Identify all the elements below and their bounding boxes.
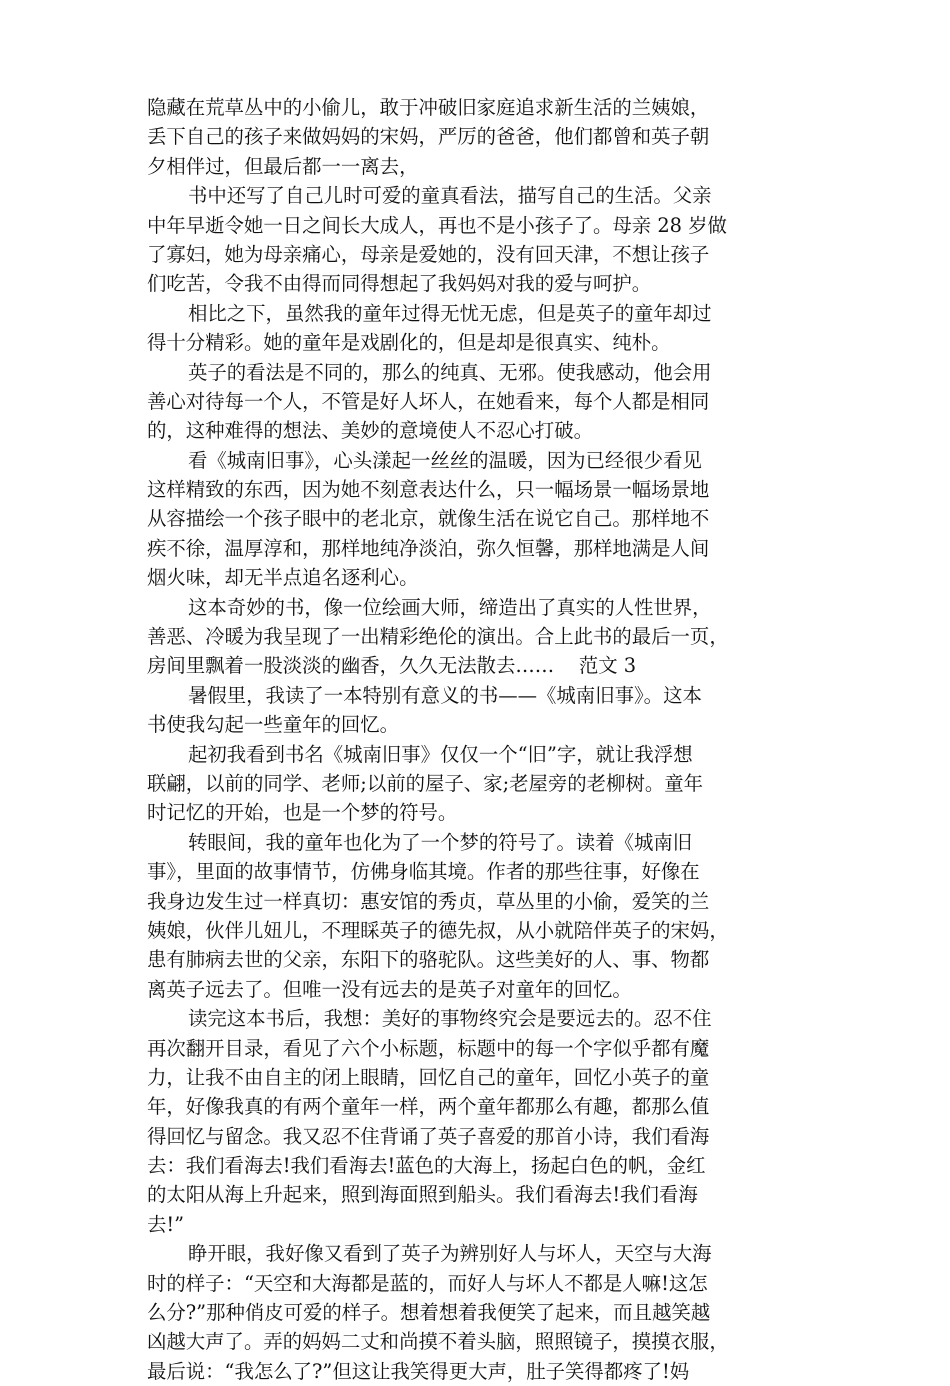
text-line: 年，好像我真的有两个童年一样，两个童年都那么有趣，都那么值 [147, 1095, 710, 1119]
text-line: 去：我们看海去!我们看海去!蓝色的大海上，扬起白色的帆，金红 [147, 1154, 706, 1178]
text-line: 书使我勾起一些童年的回忆。 [147, 713, 400, 737]
text-line: 了寡妇，她为母亲痛心，母亲是爱她的，没有回天津，不想让孩子 [147, 242, 710, 266]
paragraph-first-line: 看《城南旧事》，心头漾起一丝丝的温暖，因为已经很少看见 [188, 448, 702, 472]
text-line: 联翩，以前的同学、老师;以前的屋子、家;老屋旁的老柳树。童年 [147, 771, 704, 795]
paragraph-first-line: 英子的看法是不同的，那么的纯真、无邪。使我感动，他会用 [188, 360, 712, 384]
paragraph-first-line: 睁开眼，我好像又看到了英子为辨别好人与坏人，天空与大海 [188, 1242, 712, 1266]
text-line: 姨娘，伙伴儿妞儿，不理睬英子的德先叔，从小就陪伴英子的宋妈， [147, 918, 729, 942]
paragraph-first-line: 转眼间，我的童年也化为了一个梦的符号了。读着《城南旧 [188, 830, 693, 854]
text-line: 离英子远去了。但唯一没有远去的是英子对童年的回忆。 [147, 977, 632, 1001]
text-line: 这样精致的东西，因为她不刻意表达什么，只一幅场景一幅场景地 [147, 478, 710, 502]
text-line: 丢下自己的孩子来做妈妈的宋妈，严厉的爸爸，他们都曾和英子朝 [147, 125, 710, 149]
text-line: 从容描绘一个孩子眼中的老北京，就像生活在说它自己。那样地不 [147, 507, 710, 531]
text-line: 我身边发生过一样真切：惠安馆的秀贞，草丛里的小偷，爱笑的兰 [147, 889, 710, 913]
paragraph-first-line: 相比之下，虽然我的童年过得无忧无虑，但是英子的童年却过 [188, 301, 712, 325]
text-line: 疾不徐，温厚淳和，那样地纯净淡泊，弥久恒馨，那样地满是人间 [147, 536, 710, 560]
text-line: 夕相伴过，但最后都一一离去， [147, 154, 419, 178]
text-line: 事》，里面的故事情节，仿佛身临其境。作者的那些往事，好像在 [147, 860, 700, 884]
paragraph-first-line: 书中还写了自己儿时可爱的童真看法，描写自己的生活。父亲 [188, 184, 712, 208]
text-line: 中年早逝令她一日之间长大成人，再也不是小孩子了。母亲 28 岁做 [147, 213, 727, 237]
text-line: 房间里飘着一股淡淡的幽香，久久无法散去…… 范文 3 [147, 654, 637, 678]
text-line: 么分?”那种俏皮可爱的样子。想着想着我便笑了起来，而且越笑越 [147, 1301, 711, 1325]
text-line: 力，让我不由自主的闭上眼睛，回忆自己的童年，回忆小英子的童 [147, 1065, 710, 1089]
text-line: 的，这种难得的想法、美妙的意境使人不忍心打破。 [147, 419, 593, 443]
text-line: 们吃苦，令我不由得而同得想起了我妈妈对我的爱与呵护。 [147, 272, 652, 296]
text-line: 凶越大声了。弄的妈妈二丈和尚摸不着头脑，照照镜子，摸摸衣服， [147, 1330, 729, 1354]
text-line: 烟火味，却无半点追名逐利心。 [147, 566, 419, 590]
text-line: 善心对待每一个人，不管是好人坏人，在她看来，每个人都是相同 [147, 389, 710, 413]
paragraph-first-line: 暑假里，我读了一本特别有意义的书——《城南旧事》。这本 [188, 683, 702, 707]
text-line: 再次翻开目录，看见了六个小标题，标题中的每一个字似乎都有魔 [147, 1036, 710, 1060]
paragraph-first-line: 起初我看到书名《城南旧事》仅仅一个“旧”字，就让我浮想 [188, 742, 693, 766]
text-line: 的太阳从海上升起来，照到海面照到船头。我们看海去!我们看海 [147, 1183, 698, 1207]
text-line: 善恶、冷暖为我呈现了一出精彩绝伦的演出。合上此书的最后一页， [147, 625, 729, 649]
text-line: 患有肺病去世的父亲，东阳下的骆驼队。这些美好的人、事、物都 [147, 948, 710, 972]
text-line: 得十分精彩。她的童年是戏剧化的，但是却是很真实、纯朴。 [147, 331, 671, 355]
text-line: 得回忆与留念。我又忍不住背诵了英子喜爱的那首小诗，我们看海 [147, 1124, 710, 1148]
text-line: 最后说：“我怎么了?”但这让我笑得更大声，肚子笑得都疼了!妈 [147, 1359, 690, 1383]
paragraph-first-line: 这本奇妙的书，像一位绘画大师，缔造出了真实的人性世界， [188, 595, 712, 619]
text-line: 去!” [147, 1212, 185, 1236]
text-line: 时记忆的开始，也是一个梦的符号。 [147, 801, 458, 825]
text-line: 时的样子：“天空和大海都是蓝的，而好人与坏人不都是人嘛!这怎 [147, 1271, 708, 1295]
text-line: 隐藏在荒草丛中的小偷儿，敢于冲破旧家庭追求新生活的兰姨娘， [147, 96, 710, 119]
body-text [147, 93, 811, 1386]
paragraph-first-line: 读完这本书后，我想：美好的事物终究会是要远去的。忍不住 [188, 1007, 712, 1031]
